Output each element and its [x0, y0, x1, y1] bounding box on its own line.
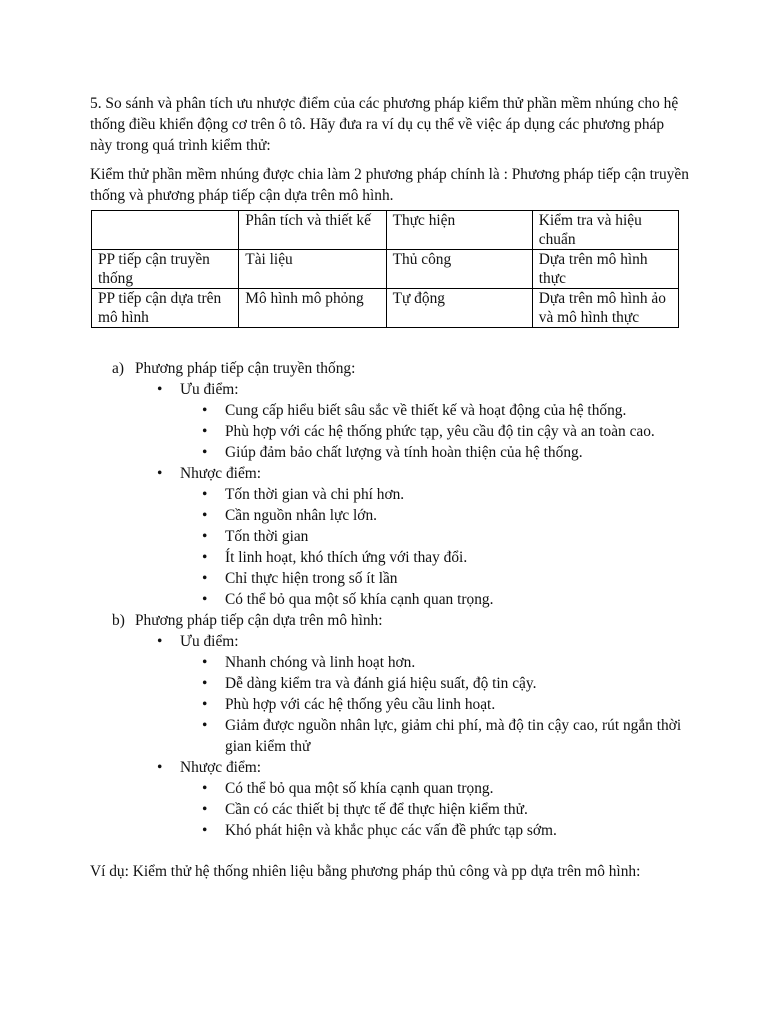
list-item-text: Ít linh hoạt, khó thích ứng với thay đổi.: [225, 549, 468, 566]
bullet-icon: •: [202, 549, 208, 566]
group-item: [135, 631, 690, 757]
list-item: [180, 400, 690, 421]
section-marker: a): [112, 360, 124, 377]
list-item: [180, 778, 690, 799]
table-cell: PP tiếp cận dựa trên mô hình: [92, 289, 239, 328]
table-row: [92, 250, 679, 289]
table-row: [92, 289, 679, 328]
bullet-icon: •: [157, 465, 163, 482]
list-item: [180, 484, 690, 505]
bullet-icon: •: [202, 654, 208, 671]
bullet-icon: •: [202, 822, 208, 839]
list-item-text: Cung cấp hiểu biết sâu sắc về thiết kế và hoạt động của hệ thống.: [225, 402, 627, 419]
table-cell: Tự động: [386, 289, 532, 328]
group-title: Ưu điểm:: [180, 381, 239, 398]
table-cell: Tài liệu: [239, 250, 386, 289]
table-header-cell: Phân tích và thiết kế: [239, 211, 386, 250]
bullet-icon: •: [157, 381, 163, 398]
section-list: [90, 358, 690, 841]
bullet-icon: •: [202, 486, 208, 503]
sections: [90, 358, 690, 841]
point-list: [180, 484, 690, 610]
group-item: [135, 463, 690, 610]
list-item-text: Cần có các thiết bị thực tế để thực hiện kiểm thử.: [225, 801, 528, 818]
list-item: [180, 673, 690, 694]
table-cell: Thủ công: [386, 250, 532, 289]
list-item: [180, 589, 690, 610]
list-item-text: Tốn thời gian: [225, 528, 309, 545]
table-cell: PP tiếp cận truyền thống: [92, 250, 239, 289]
list-item: [180, 421, 690, 442]
bullet-icon: •: [157, 759, 163, 776]
list-item: [180, 526, 690, 547]
table-header-row: [92, 211, 679, 250]
table-cell: Mô hình mô phỏng: [239, 289, 386, 328]
bullet-icon: •: [202, 423, 208, 440]
intro-paragraph: Kiểm thử phần mềm nhúng được chia làm 2 phương pháp chính là : Phương pháp tiếp cận truyền thống và phương pháp tiếp cận dựa trên mô hình.: [90, 166, 689, 204]
list-item: [180, 568, 690, 589]
list-item-text: Phù hợp với các hệ thống yêu cầu linh hoạt.: [225, 696, 496, 713]
example-paragraph: Ví dụ: Kiểm thử hệ thống nhiên liệu bằng phương pháp thủ công và pp dựa trên mô hình:: [90, 863, 641, 880]
group-list: [135, 631, 690, 841]
bullet-icon: •: [202, 675, 208, 692]
table-header-cell: [92, 211, 239, 250]
section-marker: b): [112, 612, 125, 629]
bullet-icon: •: [202, 801, 208, 818]
list-item: [180, 652, 690, 673]
bullet-icon: •: [202, 444, 208, 461]
bullet-icon: •: [202, 402, 208, 419]
list-item: [180, 547, 690, 568]
bullet-icon: •: [202, 507, 208, 524]
list-item-text: Nhanh chóng và linh hoạt hơn.: [225, 654, 416, 671]
list-item-text: Phù hợp với các hệ thống phức tạp, yêu cầu độ tin cậy và an toàn cao.: [225, 423, 655, 440]
section-title: Phương pháp tiếp cận dựa trên mô hình:: [135, 612, 383, 629]
list-item-text: Chỉ thực hiện trong số ít lần: [225, 570, 398, 587]
table-cell: Dựa trên mô hình thực: [532, 250, 678, 289]
bullet-icon: •: [202, 717, 208, 734]
group-list: [135, 379, 690, 610]
bullet-icon: •: [202, 591, 208, 608]
section-item: [90, 610, 690, 841]
bullet-icon: •: [202, 528, 208, 545]
table-header-cell: Kiểm tra và hiệu chuẩn: [532, 211, 678, 250]
question-text: 5. So sánh và phân tích ưu nhược điểm của các phương pháp kiểm thử phần mềm nhúng cho hệ thống điều khiển động cơ trên ô tô. Hãy đưa ra ví dụ cụ thể về việc áp dụng các phương pháp này trong quá trình kiểm thử:: [90, 95, 679, 154]
list-item-text: Có thể bỏ qua một số khía cạnh quan trọng.: [225, 591, 494, 608]
list-item-text: Tốn thời gian và chi phí hơn.: [225, 486, 405, 503]
group-title: Ưu điểm:: [180, 633, 239, 650]
section-item: [90, 358, 690, 610]
group-title: Nhược điểm:: [180, 759, 262, 776]
list-item-text: Có thể bỏ qua một số khía cạnh quan trọng.: [225, 780, 494, 797]
list-item: [180, 820, 690, 841]
list-item: [180, 442, 690, 463]
list-item-text: Khó phát hiện và khắc phục các vấn đề phức tạp sớm.: [225, 822, 557, 839]
list-item: [180, 715, 690, 757]
group-item: [135, 379, 690, 463]
point-list: [180, 652, 690, 757]
list-item-text: Giúp đảm bảo chất lượng và tính hoàn thiện của hệ thống.: [225, 444, 583, 461]
point-list: [180, 400, 690, 463]
point-list: [180, 778, 690, 841]
table-header-cell: Thực hiện: [386, 211, 532, 250]
bullet-icon: •: [202, 570, 208, 587]
list-item: [180, 799, 690, 820]
list-item-text: Giảm được nguồn nhân lực, giảm chi phí, mà độ tin cậy cao, rút ngắn thời gian kiểm thử: [225, 717, 682, 755]
comparison-table: [91, 210, 679, 328]
bullet-icon: •: [157, 633, 163, 650]
section-title: Phương pháp tiếp cận truyền thống:: [135, 360, 356, 377]
list-item-text: Cần nguồn nhân lực lớn.: [225, 507, 377, 524]
page-content: [90, 93, 690, 882]
group-item: [135, 757, 690, 841]
list-item-text: Dễ dàng kiểm tra và đánh giá hiệu suất, độ tin cậy.: [225, 675, 537, 692]
bullet-icon: •: [202, 780, 208, 797]
group-title: Nhược điểm:: [180, 465, 262, 482]
table-cell: Dựa trên mô hình ảo và mô hình thực: [532, 289, 678, 328]
list-item: [180, 694, 690, 715]
bullet-icon: •: [202, 696, 208, 713]
list-item: [180, 505, 690, 526]
